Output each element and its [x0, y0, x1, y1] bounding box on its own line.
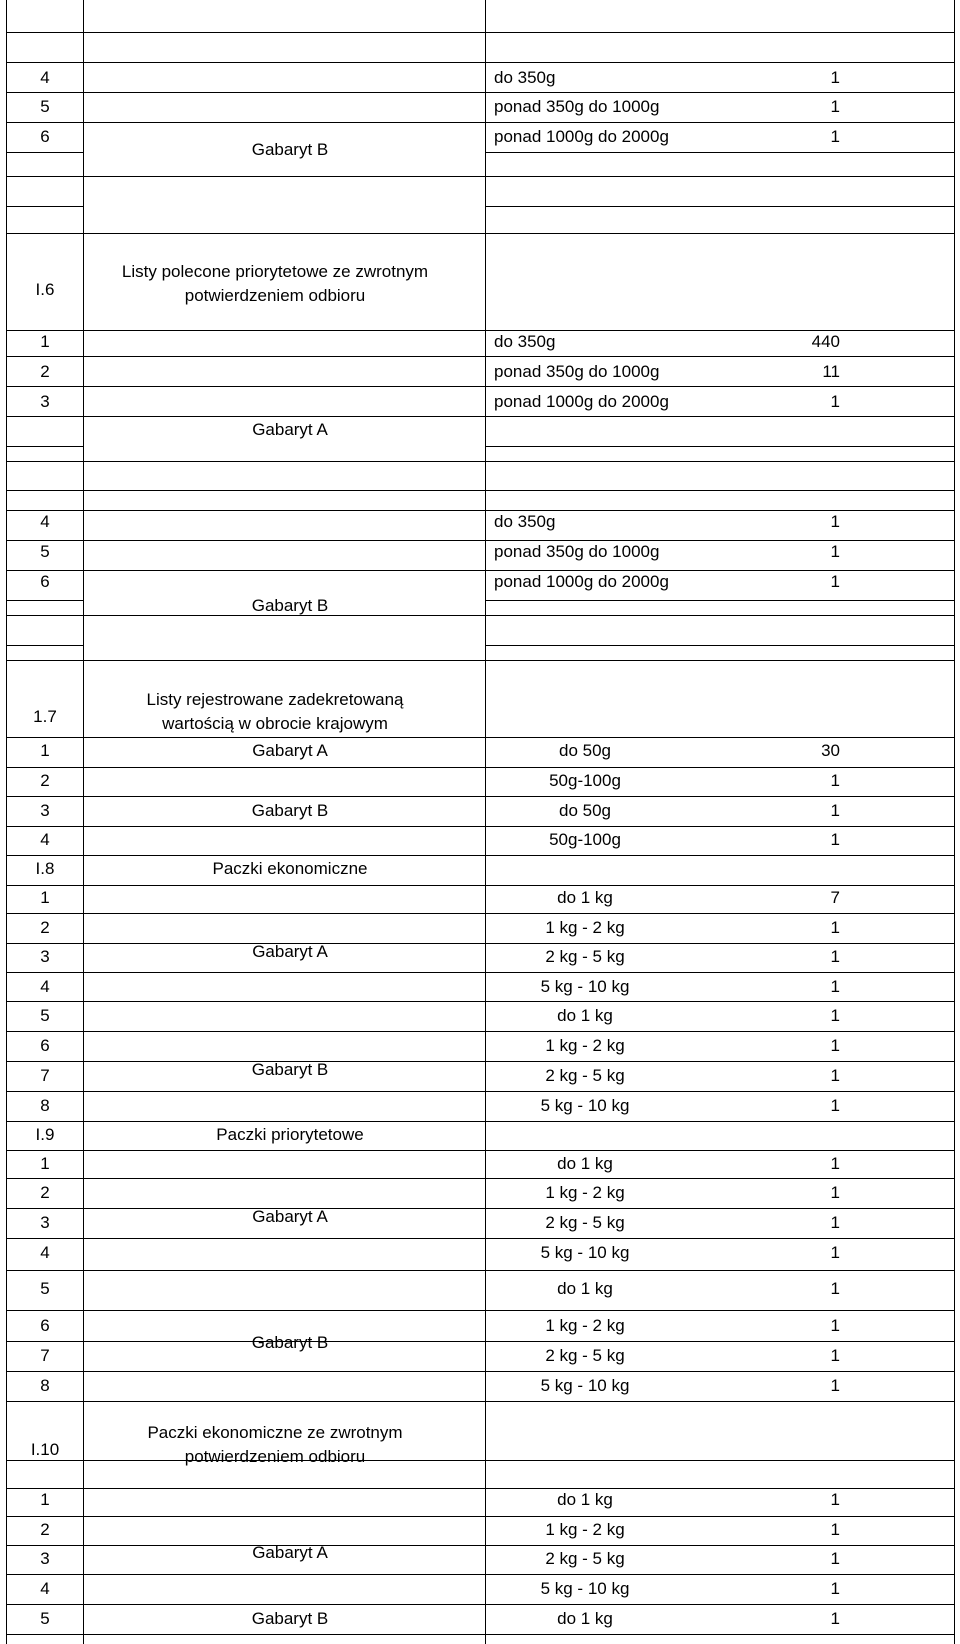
quantity-value: 1	[830, 1520, 840, 1539]
row-number: 6	[40, 572, 50, 591]
weight-range: do 1 kg	[557, 1490, 613, 1509]
row-number: 1	[40, 1490, 50, 1509]
quantity-value: 1	[830, 1346, 840, 1365]
row-number: 1	[40, 888, 50, 907]
row-number: 4	[40, 1579, 50, 1598]
column-divider	[954, 0, 955, 1644]
row-number: 2	[40, 362, 50, 381]
weight-range: ponad 1000g do 2000g	[494, 127, 669, 146]
quantity-value: 1	[830, 542, 840, 561]
row-divider	[6, 461, 954, 462]
group-label: Gabaryt B	[251, 1060, 329, 1079]
row-number: 3	[40, 392, 50, 411]
row-number: 1	[40, 332, 50, 351]
weight-range: 1 kg - 2 kg	[545, 1183, 625, 1202]
weight-range: 1 kg - 2 kg	[545, 1036, 625, 1055]
quantity-value: 30	[821, 741, 840, 760]
row-divider	[6, 767, 954, 768]
quantity-value: 1	[830, 1549, 840, 1568]
weight-range: 2 kg - 5 kg	[545, 1213, 625, 1232]
quantity-value: 1	[830, 1006, 840, 1025]
row-divider	[6, 1270, 954, 1271]
quantity-value: 1	[830, 918, 840, 937]
row-category: Gabaryt B	[251, 801, 329, 820]
column-divider	[83, 0, 84, 1644]
row-divider	[6, 92, 954, 93]
quantity-value: 1	[830, 830, 840, 849]
row-divider	[6, 62, 954, 63]
quantity-value: 1	[830, 1490, 840, 1509]
row-number: 2	[40, 1520, 50, 1539]
row-number: 1	[40, 1154, 50, 1173]
row-divider	[6, 885, 954, 886]
row-divider	[6, 1150, 954, 1151]
row-divider	[6, 176, 954, 177]
weight-range: 50g-100g	[549, 830, 621, 849]
column-divider	[6, 0, 7, 1644]
weight-range: ponad 350g do 1000g	[494, 97, 660, 116]
row-divider	[6, 737, 954, 738]
weight-range: do 50g	[559, 801, 611, 820]
row-divider	[6, 1121, 954, 1122]
row-category: Paczki ekonomiczne	[212, 859, 368, 878]
weight-range: do 1 kg	[557, 888, 613, 907]
row-number: 2	[40, 771, 50, 790]
row-divider	[6, 1310, 954, 1311]
row-divider	[6, 1031, 954, 1032]
row-divider	[6, 645, 83, 646]
quantity-value: 1	[830, 1279, 840, 1298]
quantity-value: 1	[830, 977, 840, 996]
quantity-value: 1	[830, 1579, 840, 1598]
quantity-value: 1	[830, 947, 840, 966]
row-number: 8	[40, 1376, 50, 1395]
row-number: 4	[40, 1243, 50, 1262]
column-divider	[485, 0, 486, 1644]
row-number: 3	[40, 1549, 50, 1568]
weight-range: ponad 350g do 1000g	[494, 542, 660, 561]
weight-range: 1 kg - 2 kg	[545, 1316, 625, 1335]
row-divider	[6, 913, 954, 914]
weight-range: 50g-100g	[549, 771, 621, 790]
row-number: 4	[40, 977, 50, 996]
quantity-value: 1	[830, 1213, 840, 1232]
row-divider	[6, 122, 954, 123]
weight-range: 2 kg - 5 kg	[545, 947, 625, 966]
group-label: Gabaryt A	[252, 1207, 328, 1226]
row-number: 8	[40, 1096, 50, 1115]
row-number: 5	[40, 1609, 50, 1628]
row-number: 3	[40, 1213, 50, 1232]
quantity-value: 1	[830, 1243, 840, 1262]
weight-range: 2 kg - 5 kg	[545, 1066, 625, 1085]
weight-range: 5 kg - 10 kg	[540, 1096, 630, 1115]
row-divider	[6, 356, 954, 357]
weight-range: ponad 350g do 1000g	[494, 362, 660, 381]
row-number: 7	[40, 1346, 50, 1365]
row-number: 5	[40, 1006, 50, 1025]
row-category: Gabaryt A	[252, 741, 328, 760]
quantity-value: 1	[830, 127, 840, 146]
weight-range: do 1 kg	[557, 1006, 613, 1025]
quantity-value: 1	[830, 801, 840, 820]
weight-range: 5 kg - 10 kg	[540, 977, 630, 996]
row-divider	[6, 570, 954, 571]
row-divider	[6, 540, 954, 541]
row-divider	[6, 32, 954, 33]
quantity-value: 1	[830, 1036, 840, 1055]
row-divider	[6, 233, 954, 234]
row-number: 4	[40, 830, 50, 849]
quantity-value: 1	[830, 1183, 840, 1202]
section-id: I.6	[35, 280, 55, 299]
quantity-value: 1	[830, 1096, 840, 1115]
row-divider	[6, 330, 954, 331]
quantity-value: 440	[811, 332, 840, 351]
row-divider	[6, 152, 83, 153]
row-divider	[6, 416, 954, 417]
group-label: Gabaryt B	[251, 140, 329, 159]
row-number: 7	[40, 1066, 50, 1085]
row-divider	[6, 1604, 954, 1605]
quantity-value: 1	[830, 771, 840, 790]
row-divider	[6, 1488, 954, 1489]
group-label: Gabaryt A	[252, 1543, 328, 1562]
quantity-value: 1	[830, 97, 840, 116]
row-number: 3	[40, 801, 50, 820]
row-divider	[485, 152, 954, 153]
quantity-value: 1	[830, 1316, 840, 1335]
row-divider	[6, 796, 954, 797]
weight-range: do 1 kg	[557, 1609, 613, 1628]
weight-range: do 350g	[494, 512, 556, 531]
row-divider	[6, 1516, 954, 1517]
section-title: Listy polecone priorytetowe ze zwrotnym potwierdzeniem odbioru	[121, 262, 429, 305]
row-number: 6	[40, 1036, 50, 1055]
row-divider	[6, 826, 954, 827]
row-divider	[485, 600, 954, 601]
row-divider	[6, 1238, 954, 1239]
weight-range: do 1 kg	[557, 1154, 613, 1173]
weight-range: do 350g	[494, 332, 556, 351]
row-number: 5	[40, 1279, 50, 1298]
row-number: 5	[40, 542, 50, 561]
quantity-value: 1	[830, 1154, 840, 1173]
weight-range: 5 kg - 10 kg	[540, 1376, 630, 1395]
weight-range: 1 kg - 2 kg	[545, 918, 625, 937]
row-divider	[485, 446, 954, 447]
weight-range: 5 kg - 10 kg	[540, 1579, 630, 1598]
row-number: 6	[40, 127, 50, 146]
section-title: Listy rejestrowane zadekretowaną wartością w obrocie krajowym	[146, 690, 404, 733]
group-label: Gabaryt B	[251, 1333, 329, 1352]
weight-range: ponad 1000g do 2000g	[494, 572, 669, 591]
row-divider	[6, 1634, 954, 1635]
section-id: I.10	[30, 1440, 60, 1459]
weight-range: 2 kg - 5 kg	[545, 1549, 625, 1568]
quantity-value: 1	[830, 512, 840, 531]
row-divider	[6, 1001, 954, 1002]
row-divider	[6, 1574, 954, 1575]
row-number: 5	[40, 97, 50, 116]
row-divider	[6, 855, 954, 856]
quantity-value: 7	[830, 888, 840, 907]
weight-range: do 350g	[494, 68, 556, 87]
row-divider	[6, 1401, 954, 1402]
weight-range: 5 kg - 10 kg	[540, 1243, 630, 1262]
row-divider	[6, 1178, 954, 1179]
row-divider	[6, 446, 83, 447]
row-number: 2	[40, 918, 50, 937]
row-divider	[6, 1371, 954, 1372]
row-divider	[6, 972, 954, 973]
row-divider	[6, 510, 954, 511]
row-number: 3	[40, 947, 50, 966]
weight-range: do 50g	[559, 741, 611, 760]
quantity-value: 11	[822, 362, 840, 381]
row-number: 4	[40, 512, 50, 531]
group-label: Gabaryt A	[252, 420, 328, 439]
group-label: Gabaryt B	[251, 596, 329, 615]
row-divider	[6, 615, 954, 616]
weight-range: 2 kg - 5 kg	[545, 1346, 625, 1365]
section-id: 1.7	[33, 707, 57, 726]
row-divider	[6, 490, 954, 491]
row-number: 2	[40, 1183, 50, 1202]
quantity-value: 1	[830, 1376, 840, 1395]
row-category: Gabaryt B	[251, 1609, 329, 1628]
row-number: 1	[40, 741, 50, 760]
weight-range: do 1 kg	[557, 1279, 613, 1298]
section-title: Paczki ekonomiczne ze zwrotnym potwierdzeniem odbioru	[147, 1423, 403, 1466]
quantity-value: 1	[830, 1066, 840, 1085]
weight-range: 1 kg - 2 kg	[545, 1520, 625, 1539]
quantity-value: 1	[830, 1609, 840, 1628]
weight-range: ponad 1000g do 2000g	[494, 392, 669, 411]
row-number: I.9	[35, 1125, 55, 1144]
row-number: 4	[40, 68, 50, 87]
row-divider	[6, 600, 83, 601]
quantity-value: 1	[830, 392, 840, 411]
quantity-value: 1	[830, 68, 840, 87]
quantity-value: 1	[830, 572, 840, 591]
row-divider	[485, 206, 954, 207]
row-divider	[6, 660, 954, 661]
row-divider	[6, 1091, 954, 1092]
group-label: Gabaryt A	[252, 942, 328, 961]
row-number: I.8	[35, 859, 55, 878]
row-divider	[6, 386, 954, 387]
row-category: Paczki priorytetowe	[216, 1125, 364, 1144]
row-number: 6	[40, 1316, 50, 1335]
row-divider	[485, 645, 954, 646]
row-divider	[6, 206, 83, 207]
